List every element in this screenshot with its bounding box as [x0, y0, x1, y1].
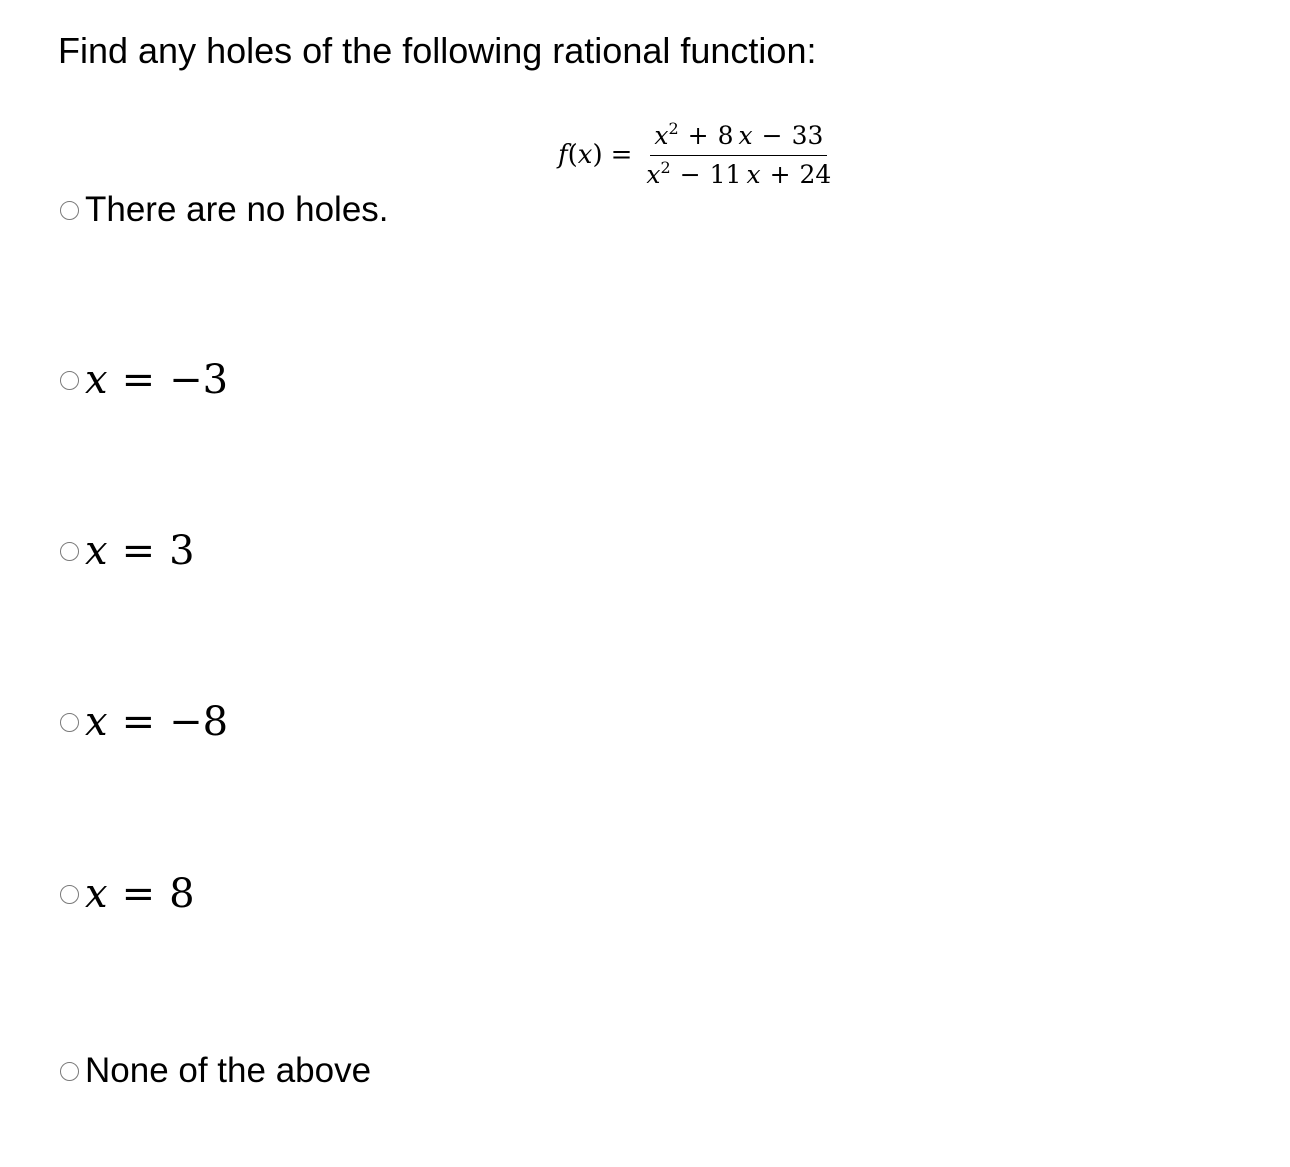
- formula-equals: =: [610, 140, 633, 170]
- question-prompt: Find any holes of the following rational function:: [58, 30, 817, 71]
- option-x-3[interactable]: [60, 527, 195, 575]
- option-x-8[interactable]: [60, 870, 195, 918]
- radio-button[interactable]: [60, 371, 79, 390]
- option-no-holes[interactable]: [60, 188, 389, 232]
- option-math: x = 8: [85, 871, 195, 917]
- option-none-of-the-above[interactable]: [60, 1049, 371, 1093]
- radio-button[interactable]: [60, 713, 79, 732]
- option-x-minus-8[interactable]: [60, 698, 228, 746]
- option-x-minus-3[interactable]: [60, 356, 228, 404]
- formula-denominator: $x^2 - 11$ x + 24: [646, 157, 832, 189]
- radio-button[interactable]: [60, 542, 79, 561]
- option-math: x = 3: [85, 528, 195, 574]
- option-label: None of the above: [85, 1051, 372, 1090]
- option-math: x = −3: [85, 357, 229, 403]
- option-label: There are no holes.: [85, 190, 389, 229]
- rational-function-formula: [558, 112, 835, 198]
- radio-button[interactable]: [60, 885, 79, 904]
- radio-button[interactable]: [60, 1062, 79, 1081]
- option-math: x = −8: [85, 699, 229, 745]
- formula-fraction: [642, 119, 835, 192]
- formula-lhs: f(x): [558, 140, 603, 170]
- radio-button[interactable]: [60, 201, 79, 220]
- formula-numerator: $x^2 + 8$ x − 33: [650, 119, 827, 156]
